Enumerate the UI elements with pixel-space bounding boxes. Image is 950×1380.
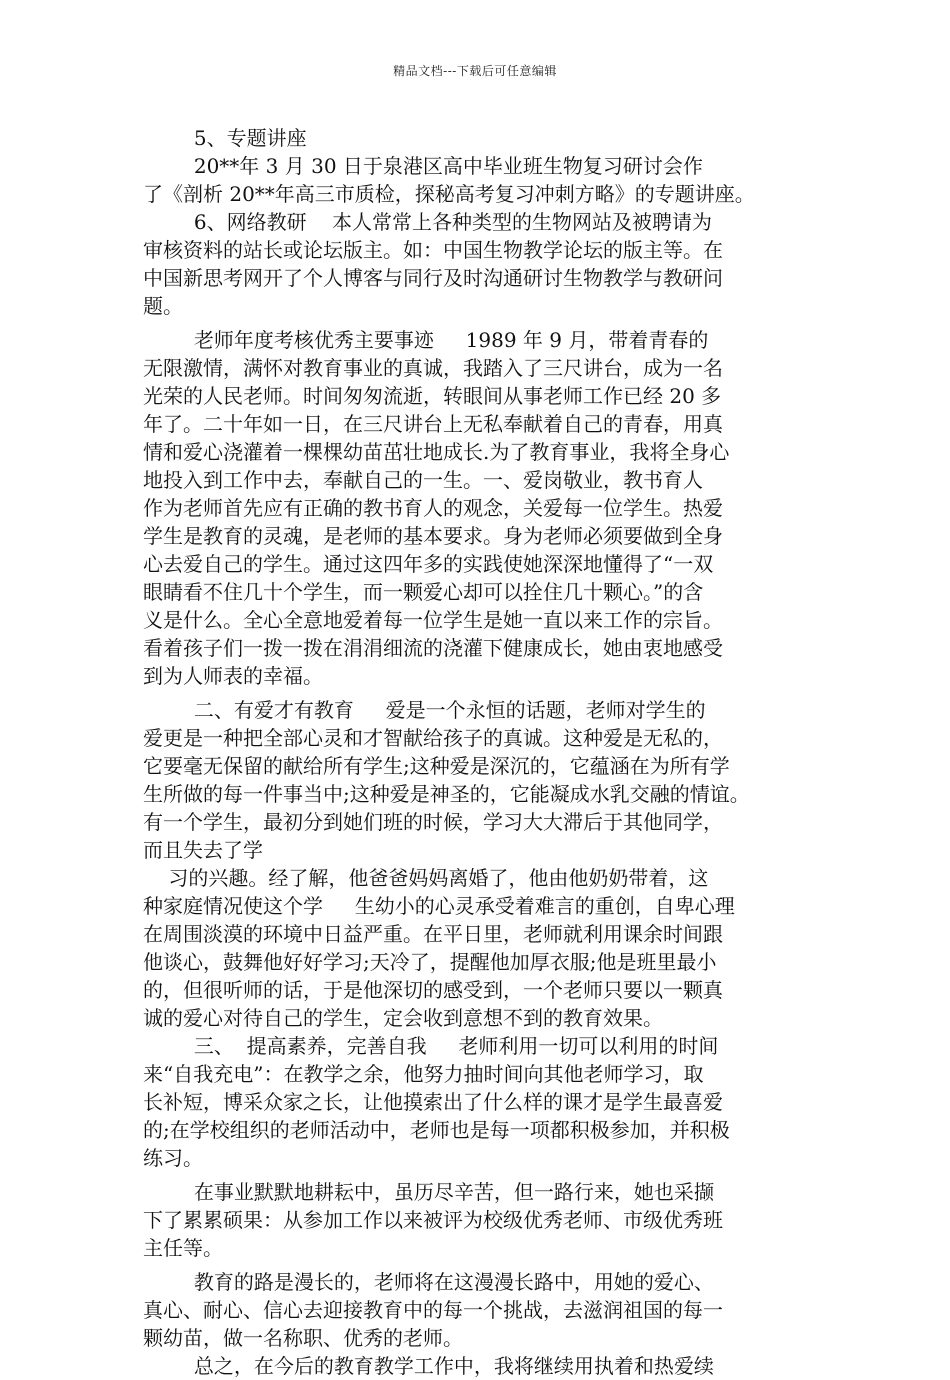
- text-line: 爱更是一种把全部心灵和才智献给孩子的真诚。这种爱是无私的，: [143, 726, 723, 750]
- text-line: 生所做的每一件事当中;这种爱是神圣的，它能凝成水乳交融的情谊。: [143, 782, 750, 806]
- text-line: 5、专题讲座: [143, 126, 307, 150]
- text-line: 主任等。: [143, 1236, 223, 1260]
- text-line: 二、有爱才有教育 爱是一个永恒的话题，老师对学生的: [143, 698, 706, 722]
- text-line: 而且失去了学: [143, 838, 263, 862]
- text-line: 的;在学校组织的老师活动中，老师也是每一项都积极参加，并积极: [143, 1118, 730, 1142]
- text-line: 审核资料的站长或论坛版主。如：中国生物教学论坛的版主等。在: [143, 238, 723, 262]
- text-line: 老师年度考核优秀主要事迹 1989 年 9 月，带着青春的: [143, 328, 709, 352]
- text-line: 有一个学生，最初分到她们班的时候，学习大大滞后于其他同学，: [143, 810, 723, 834]
- text-line: 长补短，博采众家之长，让他摸索出了什么样的课才是学生最喜爱: [143, 1090, 723, 1114]
- text-line: 诚的爱心对待自己的学生，定会收到意想不到的教育效果。: [143, 1006, 663, 1030]
- text-line: 光荣的人民老师。时间匆匆流逝，转眼间从事老师工作已经 20 多: [143, 384, 722, 408]
- text-line: 眼睛看不住几十个学生，而一颗爱心却可以拴住几十颗心。”的含: [143, 580, 704, 604]
- text-line: 了《剖析 20**年高三市质检，探秘高考复习冲刺方略》的专题讲座。: [143, 182, 755, 206]
- text-line: 教育的路是漫长的，老师将在这漫漫长路中，用她的爱心、: [143, 1270, 714, 1294]
- text-line: 的，但很听师的话，于是他深切的感受到，一个老师只要以一颗真: [143, 978, 723, 1002]
- text-line: 练习。: [143, 1146, 203, 1170]
- text-line: 情和爱心浇灌着一棵棵幼苗茁壮地成长.为了教育事业，我将全身心: [143, 440, 730, 464]
- text-line: 地投入到工作中去，奉献自己的一生。一、爱岗敬业，教书育人: [143, 468, 703, 492]
- text-line: 它要毫无保留的献给所有学生;这种爱是深沉的，它蕴涵在为所有学: [143, 754, 730, 778]
- text-line: 真心、耐心、信心去迎接教育中的每一个挑战，去滋润祖国的每一: [143, 1298, 723, 1322]
- text-line: 心去爱自己的学生。通过这四年多的实践使她深深地懂得了“一双: [143, 552, 714, 576]
- text-line: 下了累累硕果：从参加工作以来被评为校级优秀老师、市级优秀班: [143, 1208, 723, 1232]
- page-header: 精品文档---下载后可任意编辑: [393, 64, 557, 78]
- text-line: 6、网络教研 本人常常上各种类型的生物网站及被聘请为: [143, 210, 713, 234]
- text-line: 到为人师表的幸福。: [143, 664, 323, 688]
- text-line: 种家庭情况使这个学 生幼小的心灵承受着难言的重创，自卑心理: [143, 894, 735, 918]
- text-line: 中国新思考网开了个人博客与同行及时沟通研讨生物教学与教研问: [143, 266, 723, 290]
- text-line: 三、 提高素养，完善自我 老师利用一切可以利用的时间: [143, 1034, 719, 1058]
- text-line: 颗幼苗，做一名称职、优秀的老师。: [143, 1326, 463, 1350]
- text-line: 看着孩子们一拨一拨在涓涓细流的浇灌下健康成长，她由衷地感受: [143, 636, 723, 660]
- text-line: 在周围淡漠的环境中日益严重。在平日里，老师就利用课余时间跟: [143, 922, 723, 946]
- text-line: 他谈心，鼓舞他好好学习;天冷了，提醒他加厚衣服;他是班里最小: [143, 950, 717, 974]
- document-body: [143, 124, 813, 1380]
- text-line: 在事业默默地耕耘中，虽历尽辛苦，但一路行来，她也采撷: [143, 1180, 714, 1204]
- text-line: 作为老师首先应有正确的教书育人的观念，关爱每一位学生。热爱: [143, 496, 723, 520]
- text-line: 题。: [143, 294, 183, 318]
- text-line: 总之，在今后的教育教学工作中，我将继续用执着和热爱续: [143, 1354, 714, 1378]
- text-line: 义是什么。全心全意地爱着每一位学生是她一直以来工作的宗旨。: [143, 608, 723, 632]
- text-line: 来“自我充电”：在教学之余，他努力抽时间向其他老师学习，取: [143, 1062, 704, 1086]
- text-line: 20**年 3 月 30 日于泉港区高中毕业班生物复习研讨会作: [143, 154, 703, 178]
- text-line: 年了。二十年如一日，在三尺讲台上无私奉献着自己的青春，用真: [143, 412, 723, 436]
- text-line: 无限激情，满怀对教育事业的真诚，我踏入了三尺讲台，成为一名: [143, 356, 723, 380]
- text-line: 学生是教育的灵魂，是老师的基本要求。身为老师必须要做到全身: [143, 524, 723, 548]
- text-line: 习的兴趣。经了解，他爸爸妈妈离婚了，他由他奶奶带着，这: [143, 866, 709, 890]
